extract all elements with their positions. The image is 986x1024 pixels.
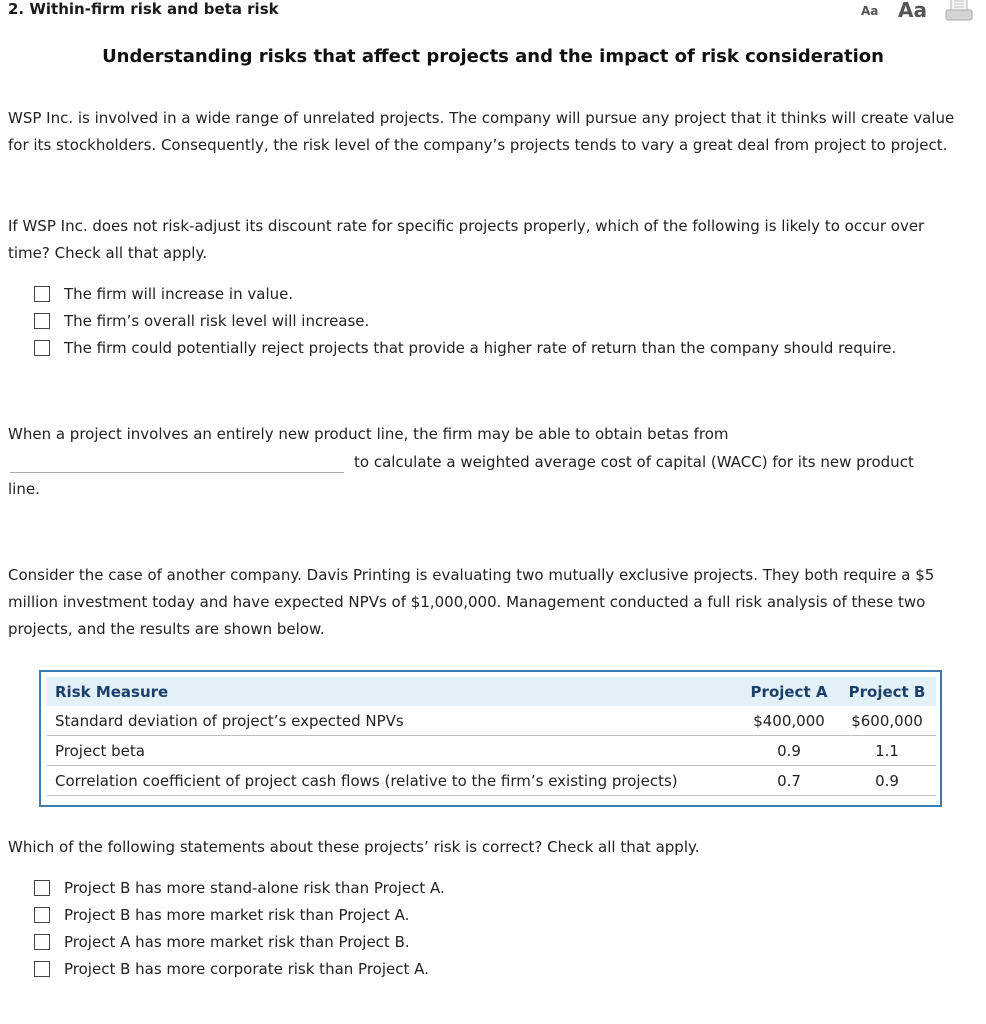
q2-option-1[interactable] (34, 876, 445, 900)
header-project-a: Project A (740, 677, 838, 706)
option-label: The firm will increase in value. (64, 285, 294, 303)
project-a-cell: 0.9 (740, 736, 838, 766)
project-b-cell: $600,000 (838, 706, 936, 736)
project-b-cell: 1.1 (838, 736, 936, 766)
checkbox[interactable] (34, 907, 50, 923)
q1-prompt: If WSP Inc. does not risk-adjust its discount rate for specific projects properly, which of the following is likely to occur over time? Check all that apply. (8, 217, 925, 262)
q2-option-4[interactable] (34, 957, 429, 981)
fill-prompt: When a project involves an entirely new product line, the firm may be able to obtain betas from (8, 425, 729, 443)
risk-measure-cell: Project beta (47, 736, 740, 766)
project-a-cell: $400,000 (740, 706, 838, 736)
checkbox[interactable] (34, 961, 50, 977)
risk-measure-cell: Standard deviation of project’s expected NPVs (47, 706, 740, 736)
q1-option-1[interactable] (34, 282, 293, 306)
q1-option-2[interactable] (34, 309, 369, 333)
question-title: 2. Within-firm risk and beta risk (8, 0, 279, 18)
blank-dropdown[interactable] (10, 472, 344, 473)
case-paragraph: Consider the case of another company. Davis Printing is evaluating two mutually exclusive projects. They both require a $5 million investment today and have expected NPVs of $1,000,000. Management conducted a full risk analysis of these two projects, and the results are shown below. (8, 566, 935, 638)
header-project-b: Project B (838, 677, 936, 706)
option-label: The firm’s overall risk level will increase. (64, 312, 370, 330)
fill-prompt-end: line. (8, 480, 40, 498)
table-row (47, 706, 936, 736)
q2-option-3[interactable] (34, 930, 410, 954)
checkbox[interactable] (34, 880, 50, 896)
q2-prompt: Which of the following statements about these projects’ risk is correct? Check all that apply. (8, 838, 700, 856)
table-row (47, 766, 936, 796)
print-icon[interactable] (944, 0, 974, 22)
option-label: Project B has more corporate risk than Project A. (64, 960, 429, 978)
font-size-small-button[interactable]: Aa (861, 4, 879, 18)
table-row (47, 736, 936, 766)
q2-option-2[interactable] (34, 903, 409, 927)
project-b-cell: 0.9 (838, 766, 936, 796)
checkbox[interactable] (34, 340, 50, 356)
q1-option-3[interactable] (34, 336, 896, 360)
intro-paragraph: WSP Inc. is involved in a wide range of unrelated projects. The company will pursue any project that it thinks will create value for its stockholders. Consequently, the risk level of the company’s projects tends to vary a great deal from project to project. (8, 109, 955, 154)
project-a-cell: 0.7 (740, 766, 838, 796)
checkbox[interactable] (34, 286, 50, 302)
option-label: Project A has more market risk than Project B. (64, 933, 410, 951)
risk-measure-cell: Correlation coefficient of project cash flows (relative to the firm’s existing projects) (47, 766, 740, 796)
font-size-large-button[interactable]: Aa (898, 0, 927, 22)
header-risk-measure: Risk Measure (47, 677, 740, 706)
option-label: The firm could potentially reject projects that provide a higher rate of return than the company should require. (64, 339, 897, 357)
fill-prompt-continued: to calculate a weighted average cost of capital (WACC) for its new product (354, 453, 914, 471)
checkbox[interactable] (34, 313, 50, 329)
checkbox[interactable] (34, 934, 50, 950)
option-label: Project B has more stand-alone risk than Project A. (64, 879, 445, 897)
option-label: Project B has more market risk than Project A. (64, 906, 410, 924)
risk-table (47, 677, 936, 796)
section-heading: Understanding risks that affect projects and the impact of risk consideration (102, 46, 884, 67)
table-header-row (47, 677, 936, 706)
